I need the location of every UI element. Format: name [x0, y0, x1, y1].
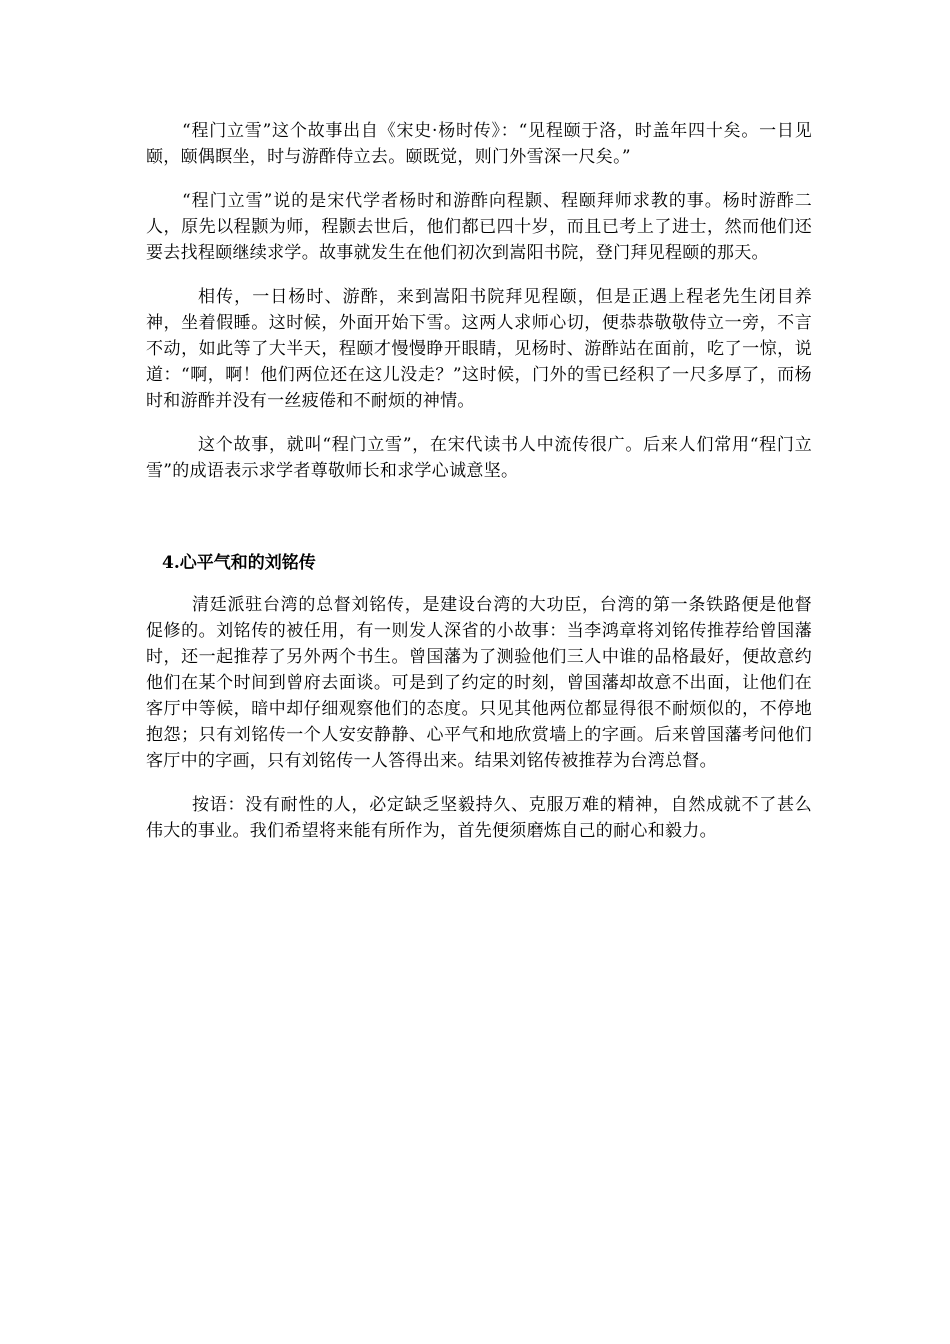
section-heading: 4.心平气和的刘铭传 [162, 553, 316, 573]
story1-paragraph-1: “程门立雪”这个故事出自《宋史·杨时传》：“见程颐于洛，时盖年四十矣。一日见颐，颐偶瞑坐，时与游酢侍立去。颐既觉，则门外雪深一尺矣。” [146, 121, 812, 167]
story1-paragraph-3: 相传，一日杨时、游酢，来到嵩阳书院拜见程颐，但是正遇上程老先生闭目养神，坐着假睡。这时候，外面开始下雪。这两人求师心切，便恭恭敬敬侍立一旁，不言不动，如此等了大半天，程颐才慢慢睁开眼睛，见杨时、游酢站在面前，吃了一惊，说道：“啊，啊！他们两位还在这儿没走？”这时候，门外的雪已经积了一尺多厚了，而杨时和游酢并没有一丝疲倦和不耐烦的神情。 [146, 287, 812, 411]
story1-paragraph-4: 这个故事，就叫“程门立雪”，在宋代读书人中流传很广。后来人们常用“程门立雪”的成语表示求学者尊敬师长和求学心诚意坚。 [146, 435, 812, 481]
story2-paragraph-2: 按语：没有耐性的人，必定缺乏坚毅持久、克服万难的精神，自然成就不了甚么伟大的事业。我们希望将来能有所作为，首先便须磨炼自己的耐心和毅力。 [146, 795, 812, 841]
story1-paragraph-2: “程门立雪”说的是宋代学者杨时和游酢向程颢、程颐拜师求教的事。杨时游酢二人，原先以程颢为师，程颢去世后，他们都已四十岁，而且已考上了进士，然而他们还要去找程颐继续求学。故事就发生在他们初次到嵩阳书院，登门拜见程颐的那天。 [146, 191, 812, 263]
document-page [146, 118, 812, 844]
story2-paragraph-1: 清廷派驻台湾的总督刘铭传，是建设台湾的大功臣，台湾的第一条铁路便是他督促修的。刘铭传的被任用，有一则发人深省的小故事：当李鸿章将刘铭传推荐给曾国藩时，还一起推荐了另外两个书生。曾国藩为了测验他们三人中谁的品格最好，便故意约他们在某个时间到曾府去面谈。可是到了约定的时刻，曾国藩却故意不出面，让他们在客厅中等候，暗中却仔细观察他们的态度。只见其他两位都显得很不耐烦似的，不停地抱怨；只有刘铭传一个人安安静静、心平气和地欣赏墙上的字画。后来曾国藩考问他们客厅中的字画，只有刘铭传一人答得出来。结果刘铭传被推荐为台湾总督。 [146, 595, 812, 771]
